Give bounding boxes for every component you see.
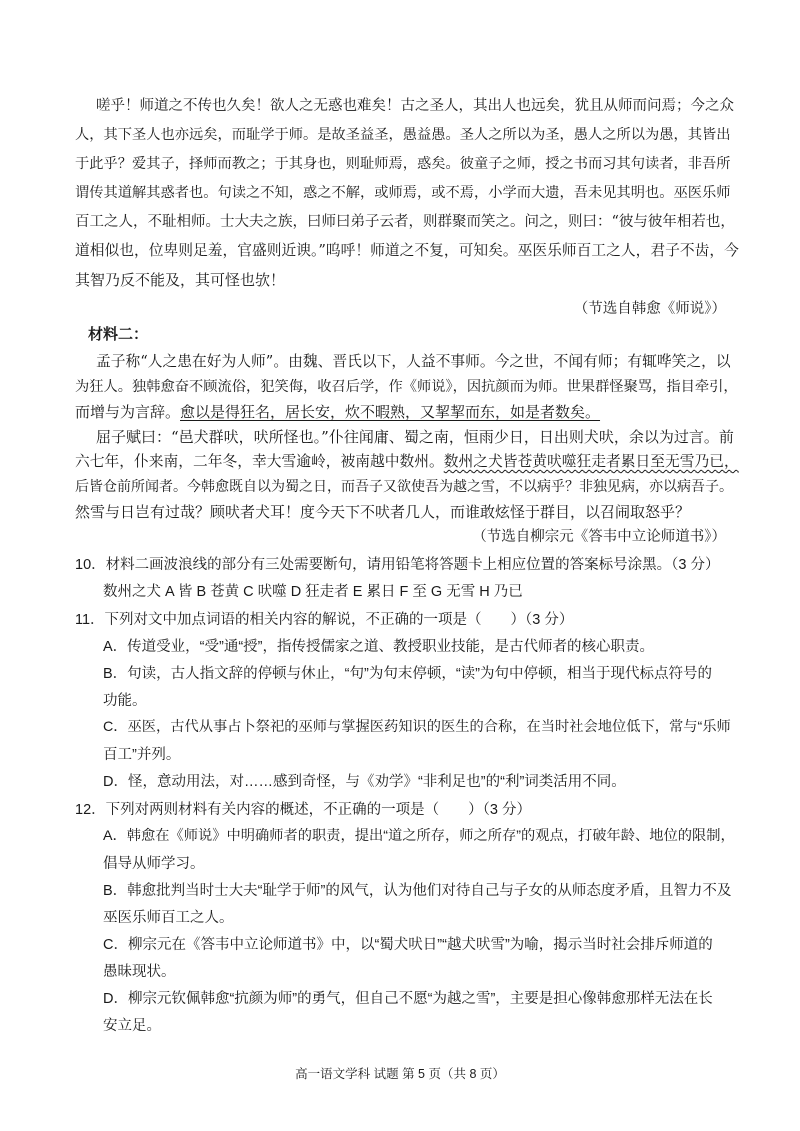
material2-p1-line-3-text: 而增与为言辞。: [75, 403, 181, 421]
underlined-sentence: 愈以是得狂名，居长安，炊不暇熟，又挈挈而东，如是者数矣。: [180, 403, 601, 421]
question-12-option-a-cont: 倡导从师学习。: [103, 856, 205, 872]
material2-p2-line-4: 然雪与日岂有过哉？顾吠者犬耳！度今天下不吠者几人，而谁敢炫怪于群目，以召闹取怒乎？: [75, 503, 691, 521]
question-12-option-b-cont: 巫医乐师百工之人。: [103, 910, 234, 926]
question-11-option-c: C．巫医，古代从事占卜祭祀的巫师与掌握医药知识的医生的合称，在当时社会地位低下，常与“乐师: [103, 719, 731, 735]
question-11-stem: 11．下列对文中加点词语的相关内容的解说，不正确的一项是（ ）（3 分）: [75, 612, 574, 628]
question-11-option-a: A．传道受业，“受”通“授”，指传授儒家之道、教授职业技能，是古代师者的核心职责。: [103, 639, 654, 655]
material2-source: （节选自柳宗元《答韦中立论师道书》）: [472, 529, 726, 545]
question-11-option-c-cont: 百工”并列。: [103, 747, 181, 763]
passage1-line-2: 人，其下圣人也亦远矣，而耻学于师。是故圣益圣，愚益愚。圣人之所以为圣，愚人之所以为愚，其皆出: [75, 127, 731, 143]
material2-p2-line-3: 后皆仓前所闻者。今韩愈既自以为蜀之日，而吾子又欲使吾为越之雪，不以病乎？非独见病，亦以病吾子。: [75, 479, 733, 495]
material2-p1-line-1: 孟子称“人之患在好为人师”。由魏、晋氏以下，人益不事师。今之世，不闻有师；有辄哗笑之，以: [96, 353, 731, 370]
question-12-option-b: B．韩愈批判当时士大夫“耻学于师”的风气，认为他们对待自己与子女的从师态度矛盾，且智力不及: [103, 883, 732, 899]
question-12-option-a: A．韩愈在《师说》中明确师者的职责，提出“道之所存，师之所存”的观点，打破年龄、地位的限制，: [103, 828, 735, 844]
material2-heading: 材料二：: [88, 325, 149, 343]
material2-p2-line-1: 屈子赋曰：“邑犬群吠，吠所怪也。”仆往闻庸、蜀之南，恒雨少日，日出则犬吠，余以为过言。前: [96, 428, 734, 446]
question-11-option-b: B．句读，古人指文辞的停顿与休止，“句”为句末停顿，“读”为句中停顿，相当于现代标点符号的: [103, 666, 712, 682]
passage1-line-5: 百工之人，不耻相师。士大夫之族，曰师曰弟子云者，则群聚而笑之。问之，则曰：“彼与彼年相若也，: [75, 214, 735, 230]
passage1-line-1: 嗟乎！师道之不传也久矣！欲人之无惑也难矣！古之圣人，其出人也远矣，犹且从师而问焉；今之众: [96, 98, 734, 114]
question-12-option-d: D．柳宗元钦佩韩愈“抗颜为师”的勇气，但自己不愿“为越之雪”，主要是担心像韩愈那样无法在长: [103, 991, 713, 1007]
material2-p1-line-2: 为狂人。独韩愈奋不顾流俗，犯笑侮，收召后学，作《师说》，因抗颜而为师。世果群怪聚骂，指目牵引，: [75, 379, 738, 395]
question-12-option-d-cont: 安立足。: [103, 1018, 161, 1034]
question-10-sequence: 数州之犬 A 皆 B 苍黄 C 吠噬 D 狂走者 E 累日 F 至 G 无雪 H 乃已: [103, 584, 523, 600]
question-11-option-d: D．怪，意动用法，对……感到奇怪，与《劝学》“非利足也”的“利”词类活用不同。: [103, 774, 626, 790]
question-12-stem: 12．下列对两则材料有关内容的概述，不正确的一项是（ ）（3 分）: [75, 802, 531, 818]
material2-p2-line-2-text: 六七年，仆来南，二年冬，幸大雪逾岭，被南越中数州。: [75, 453, 444, 470]
page-footer: 高一语文学科 试题 第 5 页（共 8 页）: [295, 1067, 505, 1081]
passage1-line-3: 于此乎？爱其子，择师而教之；于其身也，则耻师焉，惑矣。彼童子之师，授之书而习其句读者，非吾所: [75, 156, 731, 172]
question-12-option-c-cont: 愚昧现状。: [103, 964, 176, 980]
wavy-underlined-passage: 数州之犬皆苍黄吠噬狂走者累日至无雪乃已，: [443, 453, 739, 470]
passage1-line-4: 谓传其道解其惑者也。句读之不知，惑之不解，或师焉，或不焉，小学而大遗，吾未见其明也。巫医乐师: [75, 185, 731, 201]
material2-p2-line-2: [75, 449, 739, 475]
passage1-line-7: 其智乃反不能及，其可怪也欤！: [75, 271, 286, 289]
question-12-option-c: C．柳宗元在《答韦中立论师道书》中，以“蜀犬吠日”“越犬吠雪”为喻，揭示当时社会排斥师道的: [103, 937, 713, 953]
passage1-source: （节选自韩愈《师说》）: [573, 301, 726, 317]
question-11-option-b-cont: 功能。: [103, 693, 147, 709]
question-10-stem: 10．材料二画波浪线的部分有三处需要断句，请用铅笔将答题卡上相应位置的答案标号涂黑。（3 分）: [75, 557, 720, 573]
passage1-line-6: 道相似也，位卑则足羞，官盛则近谀。”呜呼！师道之不复，可知矣。巫医乐师百工之人，君子不齿，今: [75, 242, 739, 259]
material2-p1-line-3: [75, 399, 600, 425]
